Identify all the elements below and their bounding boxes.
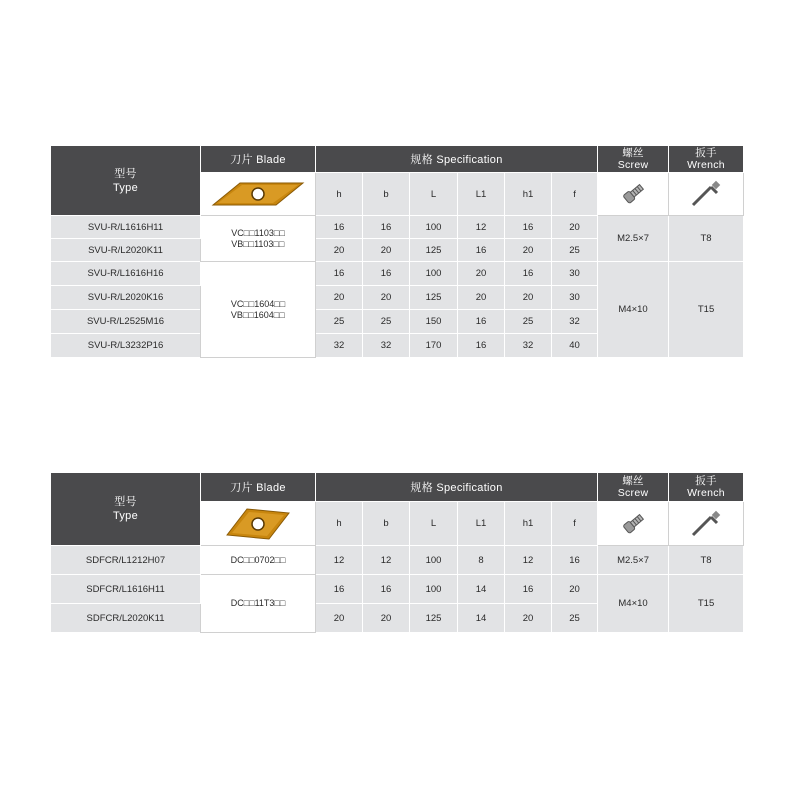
value-cell: 12	[458, 216, 505, 239]
value-cell: 16	[458, 310, 505, 334]
type-header-en: Type	[112, 181, 139, 194]
value-cell: 32	[316, 334, 363, 358]
col-header-h: h	[316, 502, 363, 546]
blade-code: DC□□11T3□□	[230, 598, 286, 608]
value-cell: 20	[316, 286, 363, 310]
table-row	[51, 262, 744, 286]
blade-code: VB□□1604□□	[230, 309, 285, 320]
value-cell: 16	[316, 262, 363, 286]
value-cell: 25	[316, 310, 363, 334]
value-cell: 32	[552, 310, 598, 334]
wrench-header	[669, 146, 744, 173]
wrench-image-cell	[669, 502, 744, 546]
wrench-image-cell	[669, 173, 744, 216]
type-cell: SVU-R/L2525M16	[51, 310, 201, 334]
value-cell: 100	[410, 575, 458, 604]
value-cell: 20	[363, 239, 410, 262]
value-cell: 20	[363, 604, 410, 633]
value-cell: 12	[363, 546, 410, 575]
blade-code: VC□□1103□□	[231, 227, 285, 238]
type-header-en: Type	[112, 510, 139, 522]
value-cell: 125	[410, 604, 458, 633]
col-header-L: L	[410, 502, 458, 546]
value-cell: 16	[363, 216, 410, 239]
blade-code-cell	[201, 216, 316, 262]
screw-image-cell	[598, 173, 669, 216]
value-cell: 25	[363, 310, 410, 334]
value-cell: 30	[552, 262, 598, 286]
type-cell: SDFCR/L2020K11	[51, 604, 201, 633]
screw-size-cell: M2.5×7	[598, 546, 669, 575]
screw-icon	[618, 509, 648, 539]
value-cell: 16	[316, 216, 363, 239]
wrench-header-cn: 扳手	[695, 475, 717, 487]
screw-header-en: Screw	[617, 159, 649, 171]
col-header-b: b	[363, 502, 410, 546]
value-cell: 16	[552, 546, 598, 575]
value-cell: 12	[316, 546, 363, 575]
value-cell: 20	[363, 286, 410, 310]
value-cell: 16	[505, 262, 552, 286]
value-cell: 14	[458, 604, 505, 633]
col-header-b: b	[363, 173, 410, 216]
value-cell: 100	[410, 216, 458, 239]
value-cell: 20	[505, 239, 552, 262]
blade-image-cell	[201, 502, 316, 546]
table-row	[51, 546, 744, 575]
table-row	[51, 216, 744, 239]
value-cell: 20	[458, 286, 505, 310]
col-header-h1: h1	[505, 173, 552, 216]
spec-header: 规格 Specification	[316, 146, 598, 173]
value-cell: 25	[505, 310, 552, 334]
col-header-L: L	[410, 173, 458, 216]
value-cell: 8	[458, 546, 505, 575]
blade-header: 刀片 Blade	[201, 473, 316, 502]
col-header-L1: L1	[458, 502, 505, 546]
value-cell: 32	[363, 334, 410, 358]
value-cell: 16	[505, 575, 552, 604]
screw-header-cn: 螺丝	[622, 147, 644, 159]
wrench-header	[669, 473, 744, 502]
screw-image-cell	[598, 502, 669, 546]
type-cell: SDFCR/L1616H11	[51, 575, 201, 604]
value-cell: 20	[458, 262, 505, 286]
value-cell: 14	[458, 575, 505, 604]
col-header-h1: h1	[505, 502, 552, 546]
screw-icon	[618, 179, 648, 209]
table-row	[51, 575, 744, 604]
value-cell: 16	[458, 334, 505, 358]
svu-spec-table	[50, 145, 744, 358]
screw-size-cell: M2.5×7	[598, 216, 669, 262]
blade-code-cell	[201, 262, 316, 358]
value-cell: 16	[505, 216, 552, 239]
sdfcr-spec-table	[50, 472, 744, 633]
blade-image-cell	[201, 173, 316, 216]
value-cell: 20	[552, 216, 598, 239]
wrench-size-cell: T15	[669, 575, 744, 633]
col-header-h: h	[316, 173, 363, 216]
wrench-header-en: Wrench	[687, 487, 725, 499]
type-header-cn: 型号	[114, 167, 137, 180]
type-cell: SVU-R/L1616H11	[51, 216, 201, 239]
screw-header-en: Screw	[617, 487, 649, 499]
wrench-header-en: Wrench	[687, 159, 725, 171]
screw-header	[598, 146, 669, 173]
col-header-f: f	[552, 502, 598, 546]
screw-header-cn: 螺丝	[622, 475, 644, 487]
value-cell: 16	[458, 239, 505, 262]
value-cell: 40	[552, 334, 598, 358]
value-cell: 100	[410, 262, 458, 286]
value-cell: 20	[505, 286, 552, 310]
type-cell: SVU-R/L1616H16	[51, 262, 201, 286]
wrench-size-cell: T8	[669, 216, 744, 262]
value-cell: 32	[505, 334, 552, 358]
blade-code: DC□□0702□□	[230, 554, 286, 565]
type-cell: SVU-R/L2020K11	[51, 239, 201, 262]
value-cell: 20	[316, 239, 363, 262]
value-cell: 12	[505, 546, 552, 575]
type-header	[51, 146, 201, 216]
value-cell: 125	[410, 239, 458, 262]
torx-wrench-icon	[689, 509, 723, 539]
blade-code-cell	[201, 575, 316, 633]
screw-size-cell: M4×10	[598, 575, 669, 633]
value-cell: 100	[410, 546, 458, 575]
value-cell: 25	[552, 604, 598, 633]
value-cell: 125	[410, 286, 458, 310]
value-cell: 150	[410, 310, 458, 334]
value-cell: 30	[552, 286, 598, 310]
wrench-size-cell: T15	[669, 262, 744, 358]
type-cell: SVU-R/L2020K16	[51, 286, 201, 310]
value-cell: 20	[316, 604, 363, 633]
col-header-L1: L1	[458, 173, 505, 216]
torx-wrench-icon	[689, 179, 723, 209]
screw-header	[598, 473, 669, 502]
dcmt-insert-icon	[223, 505, 293, 543]
vcmt-insert-icon	[210, 179, 306, 209]
col-header-f: f	[552, 173, 598, 216]
value-cell: 20	[505, 604, 552, 633]
value-cell: 170	[410, 334, 458, 358]
blade-code: VB□□1103□□	[231, 238, 285, 249]
blade-header: 刀片 Blade	[201, 146, 316, 173]
blade-code-cell	[201, 546, 316, 575]
type-cell: SVU-R/L3232P16	[51, 334, 201, 358]
wrench-header-cn: 扳手	[695, 147, 717, 159]
spec-header: 规格 Specification	[316, 473, 598, 502]
value-cell: 25	[552, 239, 598, 262]
type-cell: SDFCR/L1212H07	[51, 546, 201, 575]
wrench-size-cell: T8	[669, 546, 744, 575]
value-cell: 20	[552, 575, 598, 604]
type-header-cn: 型号	[114, 496, 137, 508]
value-cell: 16	[363, 262, 410, 286]
type-header	[51, 473, 201, 546]
value-cell: 16	[316, 575, 363, 604]
value-cell: 16	[363, 575, 410, 604]
screw-size-cell: M4×10	[598, 262, 669, 358]
blade-code: VC□□1604□□	[230, 298, 286, 309]
